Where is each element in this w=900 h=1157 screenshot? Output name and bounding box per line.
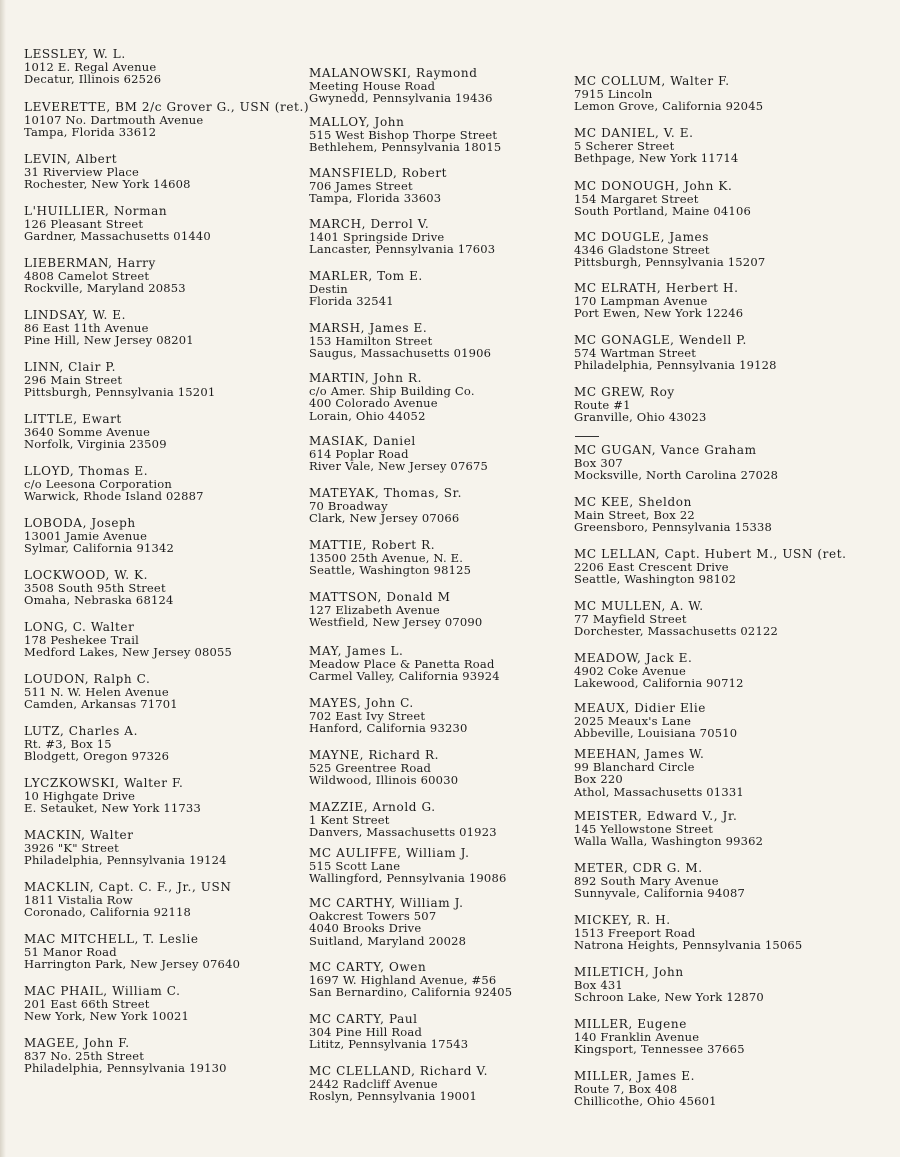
entry-name: MC COLLUM, Walter F.: [574, 74, 730, 88]
entry-name: MC MULLEN, A. W.: [574, 599, 704, 613]
entry-address-line: 145 Yellowstone Street: [574, 821, 714, 836]
entry-address-line: 126 Pleasant Street: [24, 216, 144, 231]
entry-name: MC CARTY, Paul: [309, 1012, 418, 1026]
address-entry: [309, 749, 458, 787]
entry-address-line: Seattle, Washington 98125: [309, 563, 472, 577]
entry-name: MC GUGAN, Vance Graham: [574, 443, 757, 457]
address-entry: [24, 673, 178, 711]
entry-address-line: Main Street, Box 22: [574, 507, 695, 522]
entry-address-line: Destin: [309, 281, 348, 296]
entry-name: MC DONOUGH, John K.: [574, 179, 733, 193]
entry-address-line: 892 South Mary Avenue: [574, 873, 719, 888]
entry-address-line: Medford Lakes, New Jersey 08055: [24, 645, 233, 659]
entry-address-line: Route #1: [574, 397, 631, 412]
address-entry: [574, 1070, 717, 1108]
entry-name: MC KEE, Sheldon: [574, 495, 692, 509]
entry-address-line: Florida 32541: [309, 294, 394, 308]
entry-address-line: Lititz, Pennsylvania 17543: [309, 1037, 469, 1051]
entry-address-line: Kingsport, Tennessee 37665: [574, 1042, 745, 1056]
entry-address-line: 4808 Camelot Street: [24, 268, 150, 283]
entry-name: MARCH, Derrol V.: [309, 217, 430, 231]
entry-address-line: 5 Scherer Street: [574, 138, 675, 153]
address-entry: [309, 961, 512, 999]
entry-name: MC CARTHY, William J.: [309, 896, 464, 910]
entry-address-line: 1513 Freeport Road: [574, 925, 696, 940]
address-entry: [24, 413, 167, 451]
entry-name: LOCKWOOD, W. K.: [24, 568, 149, 582]
entry-address-line: River Vale, New Jersey 07675: [309, 459, 489, 473]
entry-address-line: Rockville, Maryland 20853: [24, 281, 186, 295]
entry-name: MC ELRATH, Herbert H.: [574, 281, 739, 295]
address-entry: [24, 517, 174, 555]
entry-address-line: 837 No. 25th Street: [24, 1048, 145, 1063]
entry-address-line: 77 Mayfield Street: [574, 611, 687, 626]
entry-address-line: 2025 Meaux's Lane: [574, 713, 692, 728]
address-entry: [24, 153, 191, 191]
address-entry: [309, 897, 466, 947]
address-entry: [24, 309, 194, 347]
entry-address-line: 511 N. W. Helen Avenue: [24, 684, 169, 699]
entry-name: LLOYD, Thomas E.: [24, 464, 149, 478]
entry-address-line: New York, New York 10021: [24, 1009, 190, 1023]
entry-address-line: 525 Greentree Road: [309, 760, 432, 775]
entry-address-line: 99 Blanchard Circle: [574, 759, 695, 774]
entry-address-line: Danvers, Massachusetts 01923: [309, 825, 497, 839]
entry-name: MC LELLAN, Capt. Hubert M., USN (ret.: [574, 547, 847, 561]
entry-name: MATTSON, Donald M: [309, 590, 451, 604]
entry-address-line: Westfield, New Jersey 07090: [309, 615, 483, 629]
entry-name: MC DANIEL, V. E.: [574, 126, 694, 140]
address-entry: [309, 697, 468, 735]
entry-name: MATEYAK, Thomas, Sr.: [309, 486, 463, 500]
address-entry: [574, 600, 778, 638]
entry-name: METER, CDR G. M.: [574, 861, 703, 875]
address-entry: [574, 810, 763, 848]
entry-address-line: 1811 Vistalia Row: [24, 892, 133, 907]
entry-address-line: Decatur, Illinois 62526: [24, 72, 162, 86]
entry-address-line: 304 Pine Hill Road: [309, 1024, 423, 1039]
address-entry: [574, 127, 738, 165]
address-entry: [309, 435, 488, 473]
address-entry: [24, 48, 161, 86]
entry-address-line: Rochester, New York 14608: [24, 177, 191, 191]
address-entry: [309, 116, 501, 154]
address-entry: [574, 386, 706, 424]
address-entry: [309, 270, 423, 308]
entry-address-line: Abbeville, Louisiana 70510: [574, 726, 738, 740]
entry-address-line: 515 Scott Lane: [309, 858, 401, 873]
entry-name: LOUDON, Ralph C.: [24, 672, 151, 686]
entry-address-line: Camden, Arkansas 71701: [24, 697, 178, 711]
entry-name: MACKIN, Walter: [24, 828, 134, 842]
entry-address-line: Omaha, Nebraska 68124: [24, 593, 174, 607]
entry-address-line: Blodgett, Oregon 97326: [24, 749, 170, 763]
entry-address-line: Bethpage, New York 11714: [574, 151, 739, 165]
entry-name: MARLER, Tom E.: [309, 269, 423, 283]
address-entry: [24, 205, 211, 243]
address-entry: [309, 645, 500, 683]
entry-address-line: Meadow Place & Panetta Road: [309, 656, 495, 671]
entry-address-line: Gardner, Massachusetts 01440: [24, 229, 211, 243]
entry-address-line: Tampa, Florida 33612: [24, 125, 157, 139]
address-entry: [24, 725, 169, 763]
entry-name: LINN, Clair P.: [24, 360, 116, 374]
entry-address-line: 296 Main Street: [24, 372, 123, 387]
separator-rule: [575, 436, 599, 437]
entry-address-line: Lakewood, California 90712: [574, 676, 744, 690]
address-entry: [309, 322, 491, 360]
entry-address-line: 170 Lampman Avenue: [574, 293, 708, 308]
address-entry: [574, 444, 778, 482]
entry-address-line: 3640 Somme Avenue: [24, 424, 151, 439]
entry-address-line: 178 Peshekee Trail: [24, 632, 139, 647]
address-entry: [24, 257, 186, 295]
entry-address-line: Chillicothe, Ohio 45601: [574, 1094, 717, 1108]
entry-address-line: Seattle, Washington 98102: [574, 572, 737, 586]
entry-name: LIEBERMAN, Harry: [24, 256, 156, 270]
entry-address-line: Hanford, California 93230: [309, 721, 468, 735]
entry-address-line: 400 Colorado Avenue: [309, 396, 438, 410]
entry-name: MAYES, John C.: [309, 696, 414, 710]
entry-address-line: Greensboro, Pennsylvania 15338: [574, 520, 773, 534]
entry-address-line: Granville, Ohio 43023: [574, 410, 707, 424]
entry-address-line: Oakcrest Towers 507: [309, 908, 437, 923]
entry-address-line: Lemon Grove, California 92045: [574, 99, 764, 113]
entry-name: MEAUX, Didier Elie: [574, 701, 706, 715]
entry-address-line: 1401 Springside Drive: [309, 229, 445, 244]
entry-address-line: Bethlehem, Pennsylvania 18015: [309, 140, 502, 154]
entry-address-line: Natrona Heights, Pennsylvania 15065: [574, 938, 803, 952]
entry-name: MALANOWSKI, Raymond: [309, 66, 478, 80]
entry-address-line: 614 Poplar Road: [309, 446, 409, 461]
address-entry: [309, 167, 447, 205]
entry-name: LEVERETTE, BM 2/c Grover G., USN (ret.): [24, 100, 310, 114]
entry-address-line: Mocksville, North Carolina 27028: [574, 468, 779, 482]
address-entry: [574, 966, 764, 1004]
entry-name: MC DOUGLE, James: [574, 230, 710, 244]
entry-address-line: Roslyn, Pennsylvania 19001: [309, 1089, 478, 1103]
entry-address-line: Harrington Park, New Jersey 07640: [24, 957, 241, 971]
entry-address-line: Sunnyvale, California 94087: [574, 886, 746, 900]
entry-address-line: c/o Leesona Corporation: [24, 476, 172, 491]
entry-address-line: Pine Hill, New Jersey 08201: [24, 333, 194, 347]
entry-name: LONG, C. Walter: [24, 620, 135, 634]
entry-name: MAZZIE, Arnold G.: [309, 800, 436, 814]
entry-name: MICKEY, R. H.: [574, 913, 671, 927]
entry-address-line: 10 Highgate Drive: [24, 788, 136, 803]
address-entry: [574, 231, 765, 269]
entry-name: MEEHAN, James W.: [574, 747, 705, 761]
entry-address-line: E. Setauket, New York 11733: [24, 801, 201, 815]
address-entry: [24, 829, 227, 867]
entry-address-line: 140 Franklin Avenue: [574, 1029, 700, 1044]
entry-address-line: Philadelphia, Pennsylvania 19130: [24, 1061, 227, 1075]
address-entry: [24, 465, 204, 503]
address-entry: [574, 548, 847, 586]
entry-address-line: 7915 Lincoln: [574, 86, 653, 101]
entry-name: MAC MITCHELL, T. Leslie: [24, 932, 199, 946]
address-entry: [24, 933, 240, 971]
entry-address-line: Clark, New Jersey 07066: [309, 511, 460, 525]
entry-name: MC CLELLAND, Richard V.: [309, 1064, 489, 1078]
entry-name: MASIAK, Daniel: [309, 434, 416, 448]
address-entry: [309, 487, 462, 525]
entry-address-line: 127 Elizabeth Avenue: [309, 602, 440, 617]
entry-address-line: 4902 Coke Avenue: [574, 663, 687, 678]
entry-address-line: 201 East 66th Street: [24, 996, 150, 1011]
address-entry: [574, 334, 777, 372]
address-entry: [24, 621, 232, 659]
entry-address-line: Route 7, Box 408: [574, 1081, 678, 1096]
entry-name: MATTIE, Robert R.: [309, 538, 436, 552]
entry-address-line: c/o Amer. Ship Building Co.: [309, 383, 475, 398]
entry-address-line: Sylmar, California 91342: [24, 541, 175, 555]
entry-address-line: Warwick, Rhode Island 02887: [24, 489, 204, 503]
entry-address-line: Rt. #3, Box 15: [24, 736, 112, 751]
entry-address-line: 4346 Gladstone Street: [574, 242, 710, 257]
entry-address-line: Wildwood, Illinois 60030: [309, 773, 459, 787]
entry-address-line: Carmel Valley, California 93924: [309, 669, 500, 683]
entry-name: MANSFIELD, Robert: [309, 166, 448, 180]
entry-address-line: 1697 W. Highland Avenue, #56: [309, 972, 497, 987]
entry-address-line: 10107 No. Dartmouth Avenue: [24, 112, 204, 127]
address-entry: [24, 1037, 227, 1075]
entry-name: LESSLEY, W. L.: [24, 47, 126, 61]
entry-address-line: Gwynedd, Pennsylvania 19436: [309, 91, 493, 105]
entry-name: LYCZKOWSKI, Walter F.: [24, 776, 184, 790]
entry-name: MILETICH, John: [574, 965, 684, 979]
entry-address-line: Schroon Lake, New York 12870: [574, 990, 764, 1004]
entry-address-line: Suitland, Maryland 20028: [309, 933, 467, 948]
entry-name: MEADOW, Jack E.: [574, 651, 693, 665]
entry-address-line: Lorain, Ohio 44052: [309, 408, 426, 423]
entry-name: MAC PHAIL, William C.: [24, 984, 181, 998]
address-entry: [309, 218, 495, 256]
entry-name: MC GONAGLE, Wendell P.: [574, 333, 747, 347]
address-entry: [574, 496, 772, 534]
entry-name: LINDSAY, W. E.: [24, 308, 127, 322]
entry-name: MC GREW, Roy: [574, 385, 675, 399]
address-entry: [24, 881, 231, 919]
entry-address-line: Tampa, Florida 33603: [309, 191, 442, 205]
entry-address-line: Box 307: [574, 455, 623, 470]
entry-name: MILLER, James E.: [574, 1069, 695, 1083]
address-entry: [24, 985, 189, 1023]
entry-address-line: Philadelphia, Pennsylvania 19128: [574, 358, 777, 372]
entry-address-line: 13500 25th Avenue, N. E.: [309, 550, 464, 565]
entry-address-line: 13001 Jamie Avenue: [24, 528, 148, 543]
address-entry: [574, 748, 744, 798]
entry-address-line: Port Ewen, New York 12246: [574, 306, 744, 320]
entry-address-line: Lancaster, Pennsylvania 17603: [309, 242, 496, 256]
entry-name: MC AULIFFE, William J.: [309, 846, 470, 860]
entry-name: LOBODA, Joseph: [24, 516, 136, 530]
address-entry: [574, 180, 751, 218]
entry-name: MEISTER, Edward V., Jr.: [574, 809, 738, 823]
entry-address-line: Walla Walla, Washington 99362: [574, 834, 764, 848]
address-entry: [574, 702, 737, 740]
address-entry: [24, 361, 215, 399]
page-binding-edge: [0, 0, 6, 1157]
entry-address-line: Box 220: [574, 772, 623, 786]
address-entry: [309, 372, 475, 422]
entry-address-line: Dorchester, Massachusetts 02122: [574, 624, 779, 638]
entry-address-line: 702 East Ivy Street: [309, 708, 426, 723]
entry-address-line: 515 West Bishop Thorpe Street: [309, 127, 498, 142]
entry-address-line: 2206 East Crescent Drive: [574, 559, 729, 574]
entry-address-line: Wallingford, Pennsylvania 19086: [309, 871, 507, 885]
address-entry: [574, 914, 802, 952]
address-entry: [24, 777, 201, 815]
entry-name: L'HUILLIER, Norman: [24, 204, 168, 218]
entry-name: LUTZ, Charles A.: [24, 724, 138, 738]
entry-address-line: 153 Hamilton Street: [309, 333, 433, 348]
entry-name: MARSH, James E.: [309, 321, 428, 335]
address-entry: [24, 569, 174, 607]
entry-name: MALLOY, John: [309, 115, 405, 129]
entry-address-line: 70 Broadway: [309, 498, 388, 513]
entry-address-line: Athol, Massachusetts 01331: [574, 784, 744, 799]
entry-address-line: 31 Riverview Place: [24, 164, 140, 179]
entry-address-line: 3508 South 95th Street: [24, 580, 166, 595]
entry-address-line: Saugus, Massachusetts 01906: [309, 346, 492, 360]
entry-address-line: Coronado, California 92118: [24, 905, 192, 919]
address-entry: [24, 101, 309, 139]
entry-address-line: Norfolk, Virginia 23509: [24, 437, 167, 451]
entry-address-line: 3926 "K" Street: [24, 840, 119, 855]
address-entry: [309, 801, 497, 839]
entry-address-line: Pittsburgh, Pennsylvania 15207: [574, 255, 766, 269]
address-entry: [574, 75, 763, 113]
entry-address-line: Meeting House Road: [309, 78, 436, 93]
entry-address-line: 706 James Street: [309, 178, 413, 193]
entry-name: MACKLIN, Capt. C. F., Jr., USN: [24, 880, 232, 894]
entry-address-line: 574 Wartman Street: [574, 345, 697, 360]
address-entry: [574, 862, 745, 900]
entry-address-line: Pittsburgh, Pennsylvania 15201: [24, 385, 216, 399]
entry-name: MAYNE, Richard R.: [309, 748, 440, 762]
address-entry: [309, 847, 506, 885]
entry-address-line: 1012 E. Regal Avenue: [24, 59, 157, 74]
entry-address-line: 4040 Brooks Drive: [309, 921, 422, 935]
address-entry: [309, 539, 471, 577]
entry-name: LITTLE, Ewart: [24, 412, 122, 426]
entry-address-line: 2442 Radcliff Avenue: [309, 1076, 438, 1091]
entry-address-line: 51 Manor Road: [24, 944, 117, 959]
entry-address-line: Box 431: [574, 977, 623, 992]
address-entry: [309, 1013, 468, 1051]
entry-name: MARTIN, John R.: [309, 371, 423, 385]
entry-name: LEVIN, Albert: [24, 152, 118, 166]
address-entry: [574, 282, 743, 320]
address-entry: [574, 1018, 745, 1056]
entry-address-line: 86 East 11th Avenue: [24, 320, 149, 335]
entry-name: MC CARTY, Owen: [309, 960, 427, 974]
address-entry: [574, 652, 744, 690]
entry-name: MILLER, Eugene: [574, 1017, 687, 1031]
entry-address-line: 1 Kent Street: [309, 812, 390, 827]
entry-address-line: San Bernardino, California 92405: [309, 985, 513, 999]
address-entry: [309, 1065, 488, 1103]
address-entry: [309, 67, 493, 105]
entry-address-line: South Portland, Maine 04106: [574, 204, 751, 218]
entry-name: MAY, James L.: [309, 644, 404, 658]
address-entry: [309, 591, 482, 629]
entry-address-line: 154 Margaret Street: [574, 191, 699, 206]
entry-address-line: Philadelphia, Pennsylvania 19124: [24, 853, 227, 867]
entry-name: MAGEE, John F.: [24, 1036, 130, 1050]
